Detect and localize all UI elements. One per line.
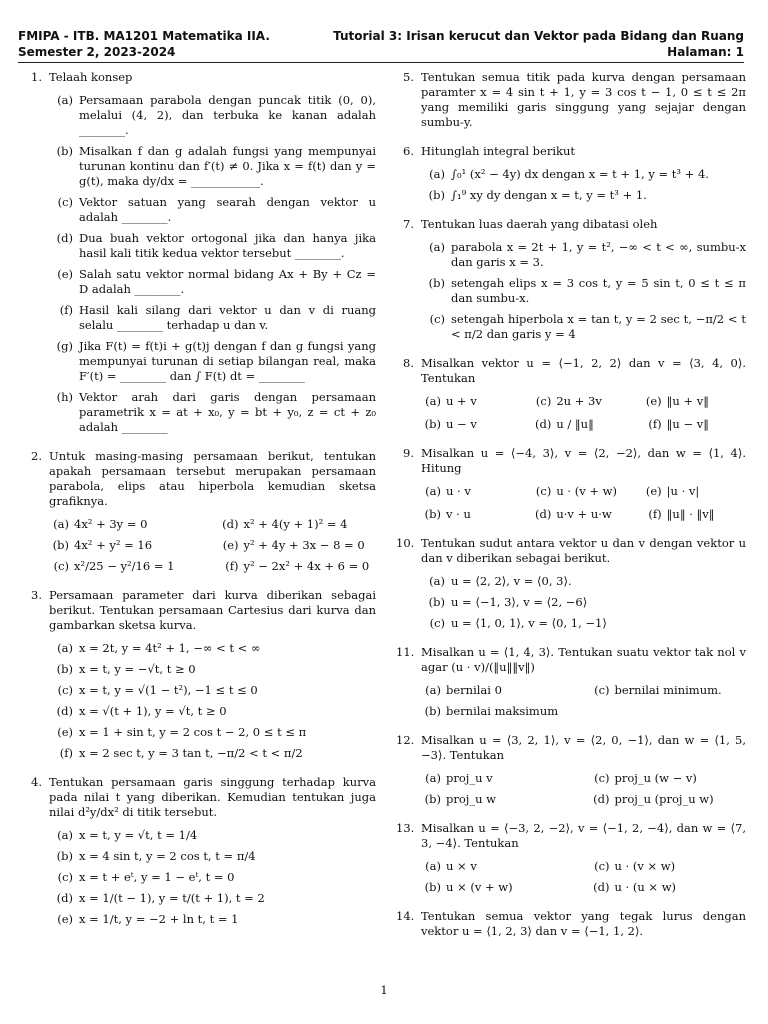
subproblem-text: Dua buah vektor ortogonal jika dan hanya jika hasil kali titik kedua vektor tersebut ________. — [79, 231, 376, 260]
subproblem-list — [421, 167, 746, 203]
problem-number: 4. — [31, 775, 42, 789]
subproblem-item — [49, 912, 376, 927]
problem-text: Misalkan vektor u = ⟨−1, 2, 2⟩ dan v = ⟨3, 4, 0⟩. Tentukan — [421, 356, 746, 385]
subproblem-text: ∫₁⁹ xy dy dengan x = t, y = t³ + 1. — [451, 188, 647, 202]
subproblem-label: (f) — [648, 507, 662, 521]
subproblem-item — [49, 267, 376, 297]
subproblem-item — [421, 417, 525, 432]
problem-4 — [24, 775, 376, 927]
subproblem-item — [642, 507, 746, 522]
subproblem-item — [531, 507, 635, 522]
subproblem-list — [49, 517, 376, 574]
problem-9 — [396, 446, 746, 522]
subproblem-text: u − v — [446, 417, 477, 431]
problem-number: 14. — [396, 909, 415, 923]
subproblem-text: x²/25 − y²/16 = 1 — [74, 559, 175, 573]
subproblem-text: Hasil kali silang dari vektor u dan v di ruang selalu ________ terhadap u dan v. — [79, 303, 376, 332]
problem-12 — [396, 733, 746, 807]
subproblem-text: 4x² + y² = 16 — [74, 538, 153, 552]
subproblem-label: (g) — [56, 339, 73, 353]
subproblem-list — [421, 771, 746, 807]
subproblem-label: (b) — [56, 662, 73, 676]
subproblem-text: u · (v + w) — [556, 484, 617, 498]
problem-text: Tentukan semua vektor yang tegak lurus dengan vektor u = ⟨1, 2, 3⟩ dan v = ⟨−1, 1, 2⟩. — [421, 909, 746, 938]
subproblem-item — [49, 390, 376, 435]
subproblem-label: (d) — [56, 231, 73, 245]
problem-body — [49, 775, 376, 927]
subproblem-text: setengah hiperbola x = tan t, y = 2 sec t, −π/2 < t < π/2 dan garis y = 4 — [451, 312, 746, 341]
subproblem-item — [219, 559, 377, 574]
problem-number: 3. — [31, 588, 42, 602]
subproblem-text: u × v — [446, 859, 477, 873]
subproblem-item — [421, 859, 578, 874]
problem-text: Telaah konsep — [49, 70, 133, 84]
subproblem-label: (a) — [429, 574, 445, 588]
problem-3 — [24, 588, 376, 761]
subproblem-item — [421, 574, 746, 589]
subproblem-item — [49, 891, 376, 906]
problem-number: 8. — [403, 356, 414, 370]
subproblem-label: (a) — [425, 394, 441, 408]
subproblem-text: u = ⟨1, 0, 1⟩, v = ⟨0, 1, −1⟩ — [451, 616, 607, 630]
subproblem-text: x = t + eᵗ, y = 1 − eᵗ, t = 0 — [79, 870, 235, 884]
problem-body — [421, 733, 746, 807]
semester-label: Semester 2, 2023-2024 — [18, 44, 176, 59]
subproblem-item — [531, 417, 635, 432]
subproblem-label: (d) — [222, 517, 239, 531]
subproblem-text: x = 2 sec t, y = 3 tan t, −π/2 < t < π/2 — [79, 746, 303, 760]
subproblem-text: x = 4 sin t, y = 2 cos t, t = π/4 — [79, 849, 256, 863]
subproblem-list — [421, 574, 746, 631]
subproblem-label: (e) — [57, 267, 73, 281]
subproblem-item — [642, 417, 746, 432]
subproblem-text: y² + 4y + 3x − 8 = 0 — [243, 538, 365, 552]
problem-text: Tentukan sudut antara vektor u dan v dengan vektor u dan v diberikan sebagai berikut. — [421, 536, 746, 565]
subproblem-item — [421, 507, 525, 522]
problem-body — [421, 821, 746, 895]
subproblem-label: (f) — [225, 559, 239, 573]
subproblem-label: (d) — [56, 891, 73, 905]
problem-number: 5. — [403, 70, 414, 84]
problem-number: 10. — [396, 536, 415, 550]
subproblem-item — [421, 188, 746, 203]
subproblem-item — [642, 484, 746, 499]
subproblem-label: (c) — [57, 195, 73, 209]
subproblem-item — [421, 704, 578, 719]
subproblem-item — [421, 240, 746, 270]
left-column — [24, 70, 376, 927]
problem-text: Misalkan u = ⟨−3, 2, −2⟩, v = ⟨−1, 2, −4⟩, dan w = ⟨7, 3, −4⟩. Tentukan — [421, 821, 746, 850]
subproblem-item — [590, 771, 747, 786]
subproblem-label: (c) — [594, 771, 610, 785]
subproblem-text: u·v + u·w — [556, 507, 612, 521]
subproblem-list — [421, 859, 746, 895]
subproblem-text: Persamaan parabola dengan puncak titik (0, 0), melalui (4, 2), dan terbuka ke kanan adalah ________. — [79, 93, 376, 137]
problem-14 — [396, 909, 746, 939]
subproblem-label: (d) — [534, 507, 552, 521]
problem-body — [421, 909, 746, 939]
subproblem-item — [642, 394, 746, 409]
subproblem-item — [421, 167, 746, 182]
subproblem-item — [49, 725, 376, 740]
subproblem-label: (a) — [57, 828, 73, 842]
subproblem-label: (c) — [429, 616, 445, 630]
subproblem-label: (a) — [57, 93, 73, 107]
subproblem-label: (a) — [429, 240, 445, 254]
subproblem-text: x = t, y = √t, t = 1/4 — [79, 828, 198, 842]
subproblem-item — [49, 538, 207, 553]
subproblem-text: u / ‖u‖ — [556, 417, 594, 431]
subproblem-text: u · (v × w) — [614, 859, 676, 873]
subproblem-label: (b) — [424, 704, 441, 718]
subproblem-list — [49, 641, 376, 761]
subproblem-list — [49, 828, 376, 927]
subproblem-label: (c) — [594, 859, 610, 873]
subproblem-text: setengah elips x = 3 cos t, y = 5 sin t, 0 ≤ t ≤ π dan sumbu-x. — [451, 276, 746, 305]
subproblem-label: (a) — [425, 683, 441, 697]
subproblem-item — [49, 303, 376, 333]
problem-text: Misalkan u = ⟨3, 2, 1⟩, v = ⟨2, 0, −1⟩, dan w = ⟨1, 5, −3⟩. Tentukan — [421, 733, 746, 762]
subproblem-text: x = √(t + 1), y = √t, t ≥ 0 — [79, 704, 227, 718]
subproblem-text: Vektor satuan yang searah dengan vektor u adalah ________. — [79, 195, 376, 224]
subproblem-text: Jika F(t) = f(t)i + g(t)j dengan f dan g fungsi yang mempunyai turunan di setiap bilangan real, maka F′(t) = ________ dan ∫ F(t) dt = ________ — [79, 339, 376, 383]
subproblem-item — [421, 595, 746, 610]
subproblem-text: parabola x = 2t + 1, y = t², −∞ < t < ∞, sumbu-x dan garis x = 3. — [451, 240, 746, 269]
subproblem-text: u · v — [446, 484, 471, 498]
subproblem-text: y² − 2x² + 4x + 6 = 0 — [243, 559, 370, 573]
subproblem-label: (b) — [56, 144, 73, 158]
subproblem-label: (b) — [428, 595, 445, 609]
problem-text: Misalkan u = ⟨−4, 3⟩, v = ⟨2, −2⟩, dan w = ⟨1, 4⟩. Hitung — [421, 446, 746, 475]
problem-number: 6. — [403, 144, 414, 158]
problem-body — [421, 356, 746, 432]
subproblem-item — [49, 641, 376, 656]
subproblem-label: (d) — [56, 704, 73, 718]
subproblem-item — [49, 231, 376, 261]
subproblem-label: (f) — [59, 746, 73, 760]
subproblem-item — [49, 849, 376, 864]
problem-body — [421, 144, 746, 203]
subproblem-label: (c) — [429, 312, 445, 326]
subproblem-item — [531, 484, 635, 499]
subproblem-item — [49, 195, 376, 225]
problem-2 — [24, 449, 376, 574]
subproblem-label: (d) — [534, 417, 552, 431]
subproblem-label: (b) — [424, 507, 441, 521]
problem-text: Tentukan luas daerah yang dibatasi oleh — [421, 217, 658, 231]
subproblem-text: proj_u (w − v) — [614, 771, 697, 785]
subproblem-label: (e) — [645, 484, 662, 498]
subproblem-item — [219, 517, 377, 532]
subproblem-label: (b) — [424, 792, 441, 806]
subproblem-text: u + v — [446, 394, 477, 408]
problem-8 — [396, 356, 746, 432]
subproblem-list — [421, 394, 746, 432]
problem-5 — [396, 70, 746, 130]
subproblem-label: (h) — [56, 390, 73, 404]
problem-13 — [396, 821, 746, 895]
subproblem-label: (a) — [53, 517, 69, 531]
problem-body — [49, 588, 376, 761]
subproblem-label: (e) — [222, 538, 239, 552]
subproblem-item — [590, 683, 747, 698]
subproblem-item — [421, 616, 746, 631]
page-number: 1 — [380, 983, 388, 997]
subproblem-text: ‖u + v‖ — [666, 394, 710, 408]
subproblem-item — [590, 792, 747, 807]
subproblem-item — [49, 746, 376, 761]
subproblem-label: (c) — [535, 394, 552, 408]
problem-body — [421, 536, 746, 631]
problem-number: 1. — [31, 70, 42, 84]
subproblem-text: v · u — [446, 507, 471, 521]
subproblem-text: u × (v + w) — [446, 880, 513, 894]
subproblem-text: ‖u − v‖ — [666, 417, 710, 431]
subproblem-text: x = 1 + sin t, y = 2 cos t − 2, 0 ≤ t ≤ π — [79, 725, 307, 739]
subproblem-label: (b) — [52, 538, 69, 552]
subproblem-item — [421, 394, 525, 409]
problem-number: 11. — [396, 645, 415, 659]
subproblem-label: (c) — [53, 559, 69, 573]
subproblem-text: u · (u × w) — [614, 880, 677, 894]
subproblem-item — [49, 683, 376, 698]
subproblem-list — [49, 93, 376, 435]
subproblem-text: x = 2t, y = 4t² + 1, −∞ < t < ∞ — [79, 641, 261, 655]
problem-7 — [396, 217, 746, 342]
subproblem-text: x = 1/(t − 1), y = t/(t + 1), t = 2 — [79, 891, 265, 905]
problem-1 — [24, 70, 376, 435]
subproblem-label: (e) — [645, 394, 662, 408]
subproblem-label: (f) — [59, 303, 73, 317]
subproblem-text: |u · v| — [666, 484, 700, 498]
problem-body — [421, 446, 746, 522]
subproblem-label: (b) — [424, 880, 441, 894]
subproblem-label: (d) — [593, 880, 610, 894]
problem-number: 12. — [396, 733, 415, 747]
subproblem-label: (f) — [648, 417, 662, 431]
subproblem-label: (a) — [57, 641, 73, 655]
subproblem-text: 4x² + 3y = 0 — [74, 517, 148, 531]
subproblem-text: x = t, y = √(1 − t²), −1 ≤ t ≤ 0 — [79, 683, 258, 697]
subproblem-item — [49, 828, 376, 843]
subproblem-label: (a) — [429, 167, 445, 181]
subproblem-label: (a) — [425, 859, 441, 873]
subproblem-item — [590, 704, 747, 719]
subproblem-text: x = t, y = −√t, t ≥ 0 — [79, 662, 196, 676]
subproblem-label: (b) — [56, 849, 73, 863]
subproblem-list — [421, 683, 746, 719]
subproblem-label: (b) — [424, 417, 441, 431]
problem-text: Persamaan parameter dari kurva diberikan sebagai berikut. Tentukan persamaan Cartesius dari kurva dan gambarkan sketsa kurva. — [49, 588, 376, 632]
problem-text: Hitunglah integral berikut — [421, 144, 575, 158]
header-rule — [18, 62, 744, 63]
subproblem-label: (e) — [57, 912, 73, 926]
subproblem-label: (c) — [57, 683, 73, 697]
subproblem-text: proj_u w — [446, 792, 497, 806]
subproblem-label: (c) — [535, 484, 552, 498]
problem-text: Untuk masing-masing persamaan berikut, tentukan apakah persamaan tersebut merupakan persamaan parabola, elips atau hiperbola kemudian sketsa grafiknya. — [49, 449, 376, 508]
problem-body — [49, 449, 376, 574]
subproblem-text: bernilai minimum. — [614, 683, 722, 697]
subproblem-text: u = ⟨−1, 3⟩, v = ⟨2, −6⟩ — [451, 595, 588, 609]
subproblem-item — [49, 559, 207, 574]
subproblem-item — [421, 484, 525, 499]
subproblem-item — [49, 704, 376, 719]
subproblem-item — [590, 859, 747, 874]
problem-body — [421, 217, 746, 342]
subproblem-item — [421, 276, 746, 306]
subproblem-item — [219, 538, 377, 553]
subproblem-item — [421, 792, 578, 807]
problem-10 — [396, 536, 746, 631]
subproblem-label: (b) — [428, 188, 445, 202]
subproblem-text: bernilai maksimum — [446, 704, 559, 718]
problem-text: Misalkan u = ⟨1, 4, 3⟩. Tentukan suatu vektor tak nol v agar (u · v)/(‖u‖‖v‖) — [421, 645, 746, 674]
subproblem-item — [49, 93, 376, 138]
subproblem-item — [421, 683, 578, 698]
course-title: FMIPA - ITB. MA1201 Matematika IIA. — [18, 29, 270, 43]
subproblem-label: (c) — [57, 870, 73, 884]
subproblem-item — [421, 771, 578, 786]
subproblem-text: Salah satu vektor normal bidang Ax + By + Cz = D adalah ________. — [79, 267, 376, 296]
problem-number: 7. — [403, 217, 414, 231]
subproblem-item — [590, 880, 747, 895]
subproblem-label: (a) — [425, 484, 441, 498]
subproblem-text: Misalkan f dan g adalah fungsi yang mempunyai turunan kontinu dan f′(t) ≠ 0. Jika x = f(t) dan y = g(t), maka dy/dx = ____________. — [79, 144, 376, 188]
right-column — [396, 70, 746, 939]
subproblem-item — [49, 339, 376, 384]
subproblem-text: 2u + 3v — [556, 394, 602, 408]
subproblem-item — [421, 880, 578, 895]
problem-text: Tentukan persamaan garis singgung terhadap kurva pada nilai t yang diberikan. Kemudian tentukan juga nilai d²y/dx² di titik tersebut. — [49, 775, 376, 819]
subproblem-text: proj_u v — [446, 771, 493, 785]
subproblem-item — [49, 662, 376, 677]
subproblem-text: ‖u‖ · ‖v‖ — [666, 507, 715, 521]
subproblem-list — [421, 240, 746, 342]
subproblem-text: u = ⟨2, 2⟩, v = ⟨0, 3⟩. — [451, 574, 572, 588]
page-header — [18, 29, 744, 60]
subproblem-text: x² + 4(y + 1)² = 4 — [243, 517, 348, 531]
subproblem-label: (e) — [57, 725, 73, 739]
subproblem-label: (a) — [425, 771, 441, 785]
subproblem-text: bernilai 0 — [446, 683, 502, 697]
problem-body — [421, 645, 746, 719]
subproblem-item — [421, 312, 746, 342]
subproblem-text: Vektor arah dari garis dengan persamaan parametrik x = at + x₀, y = bt + y₀, z = ct + z₀ adalah ________ — [79, 390, 376, 434]
subproblem-text: proj_u (proj_u w) — [614, 792, 714, 806]
problem-6 — [396, 144, 746, 203]
problem-number: 13. — [396, 821, 415, 835]
subproblem-label: (d) — [593, 792, 610, 806]
problem-body — [49, 70, 376, 435]
page-indicator: Halaman: 1 — [667, 44, 744, 59]
tutorial-title: Tutorial 3: Irisan kerucut dan Vektor pada Bidang dan Ruang — [333, 29, 744, 43]
subproblem-item — [49, 870, 376, 885]
problem-number: 2. — [31, 449, 42, 463]
subproblem-item — [49, 517, 207, 532]
problem-number: 9. — [403, 446, 414, 460]
problem-11 — [396, 645, 746, 719]
problem-body — [421, 70, 746, 130]
subproblem-text: ∫₀¹ (x² − 4y) dx dengan x = t + 1, y = t³ + 4. — [451, 167, 709, 181]
subproblem-label: (b) — [428, 276, 445, 290]
subproblem-text: x = 1/t, y = −2 + ln t, t = 1 — [79, 912, 239, 926]
subproblem-label: (c) — [594, 683, 610, 697]
subproblem-list — [421, 484, 746, 522]
problem-text: Tentukan semua titik pada kurva dengan persamaan paramter x = 4 sin t + 1, y = 3 cos t − 1, 0 ≤ t ≤ 2π yang memiliki garis singgung yang sejajar dengan sumbu-y. — [421, 70, 746, 129]
subproblem-item — [49, 144, 376, 189]
subproblem-item — [531, 394, 635, 409]
